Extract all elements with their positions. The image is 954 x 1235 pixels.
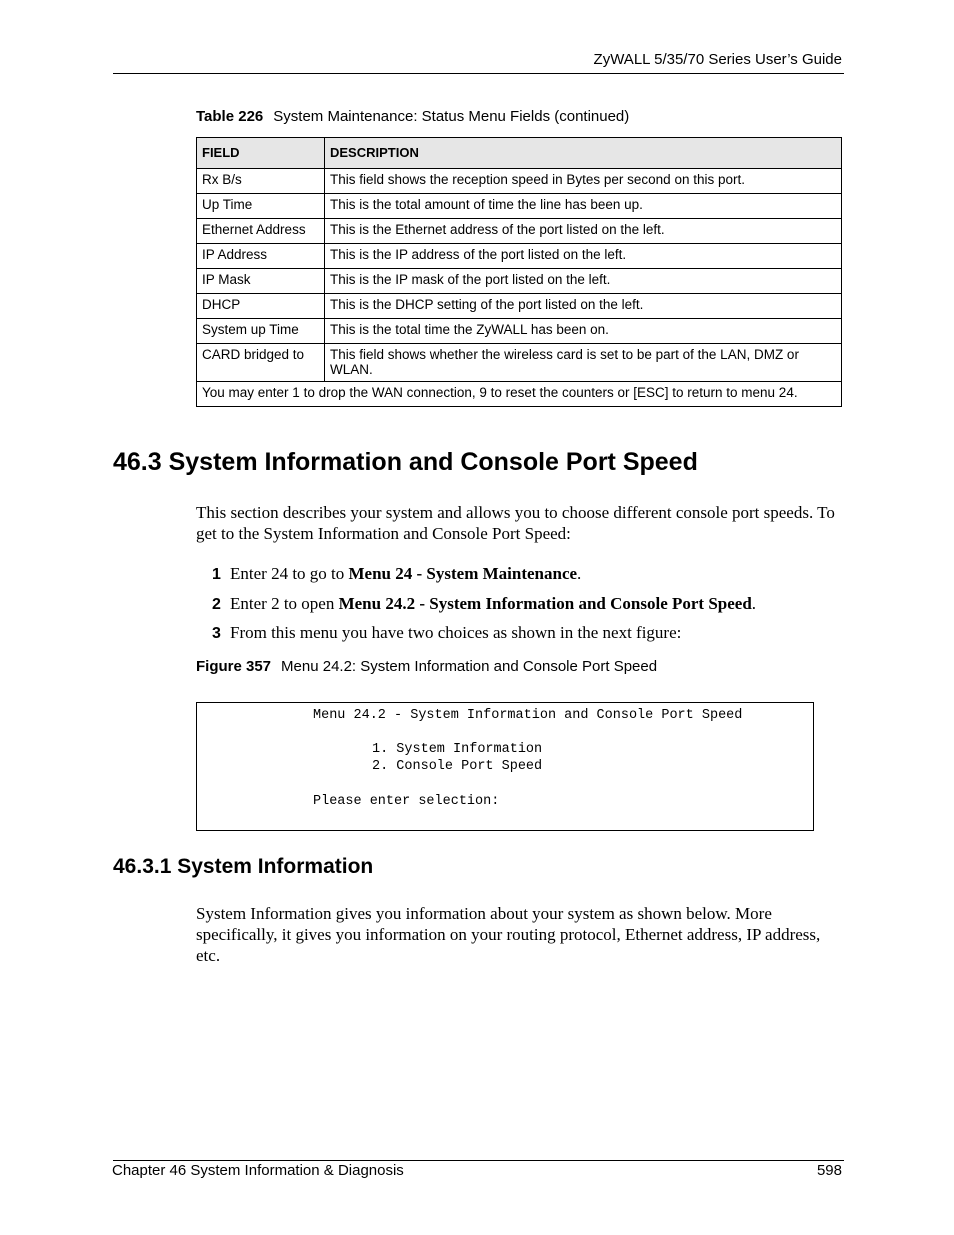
figure-caption-text: Menu 24.2: System Information and Console Port Speed xyxy=(281,658,658,675)
description-cell: This is the IP mask of the port listed on the left. xyxy=(325,269,842,294)
step-text: From this menu you have two choices as shown in the next figure: xyxy=(230,623,682,642)
table-footer-note: You may enter 1 to drop the WAN connection, 9 to reset the counters or [ESC] to return to menu 24. xyxy=(197,382,842,407)
section-heading: 46.3 System Information and Console Port Speed xyxy=(113,448,698,476)
table-footer-row xyxy=(197,382,842,407)
table-row xyxy=(197,244,842,269)
step-number: 1 xyxy=(212,566,221,583)
step-item xyxy=(212,593,756,615)
table-caption-text: System Maintenance: Status Menu Fields (continued) xyxy=(273,108,630,125)
footer-rule xyxy=(113,1160,844,1161)
step-text-end: . xyxy=(751,594,757,613)
table-header-row xyxy=(197,138,842,169)
step-item xyxy=(212,622,681,644)
table-row xyxy=(197,219,842,244)
console-prompt: Please enter selection: xyxy=(313,794,500,809)
step-menu-name: Menu 24.2 - System Information and Console Port Speed xyxy=(338,594,752,613)
console-screen xyxy=(196,702,814,831)
table-row xyxy=(197,344,842,382)
description-cell: This is the total amount of time the line has been up. xyxy=(325,194,842,219)
description-cell: This is the Ethernet address of the port listed on the left. xyxy=(325,219,842,244)
field-cell: IP Mask xyxy=(197,269,325,294)
footer-chapter: Chapter 46 System Information & Diagnosis xyxy=(112,1162,404,1179)
field-cell: System up Time xyxy=(197,319,325,344)
table-caption-label: Table 226 xyxy=(196,108,264,125)
description-cell: This is the IP address of the port listed on the left. xyxy=(325,244,842,269)
figure-caption-label: Figure 357 xyxy=(196,658,272,675)
description-cell: This field shows the reception speed in Bytes per second on this port. xyxy=(325,169,842,194)
field-cell: IP Address xyxy=(197,244,325,269)
step-number: 3 xyxy=(212,625,221,642)
status-fields-table xyxy=(196,137,842,407)
field-cell: Rx B/s xyxy=(197,169,325,194)
column-header-description: DESCRIPTION xyxy=(325,138,842,169)
console-option-system-information: 1. System Information xyxy=(372,742,543,757)
field-cell: Up Time xyxy=(197,194,325,219)
step-menu-name: Menu 24 - System Maintenance xyxy=(348,564,578,583)
table-row xyxy=(197,194,842,219)
step-text: Enter 24 to go to xyxy=(230,564,349,583)
step-item xyxy=(212,563,581,585)
subsection-paragraph: System Information gives you information about your system as shown below. More specifically, it gives you information on your routing protocol, Ethernet address, IP address, etc. xyxy=(196,904,821,965)
step-text-end: . xyxy=(577,564,582,583)
table-row xyxy=(197,269,842,294)
field-cell: DHCP xyxy=(197,294,325,319)
table-row xyxy=(197,319,842,344)
field-cell: Ethernet Address xyxy=(197,219,325,244)
field-cell: CARD bridged to xyxy=(197,344,325,382)
step-number: 2 xyxy=(212,596,221,613)
column-header-field: FIELD xyxy=(197,138,325,169)
description-cell: This is the total time the ZyWALL has been on. xyxy=(325,319,842,344)
console-option-console-port-speed: 2. Console Port Speed xyxy=(372,759,543,774)
page-number: 598 xyxy=(816,1162,842,1179)
step-text: Enter 2 to open xyxy=(230,594,339,613)
header-rule xyxy=(113,73,844,74)
section-intro: This section describes your system and allows you to choose different console port speeds. To get to the System Information and Console Port Speed: xyxy=(196,503,835,543)
running-header: ZyWALL 5/35/70 Series User’s Guide xyxy=(593,51,842,68)
figure-caption xyxy=(196,658,657,675)
table-row xyxy=(197,169,842,194)
subsection-heading: 46.3.1 System Information xyxy=(113,855,374,878)
description-cell: This is the DHCP setting of the port listed on the left. xyxy=(325,294,842,319)
description-cell: This field shows whether the wireless card is set to be part of the LAN, DMZ or WLAN. xyxy=(325,344,842,382)
table-caption xyxy=(196,108,629,125)
table-row xyxy=(197,294,842,319)
console-menu-title: Menu 24.2 - System Information and Console Port Speed xyxy=(313,708,743,723)
